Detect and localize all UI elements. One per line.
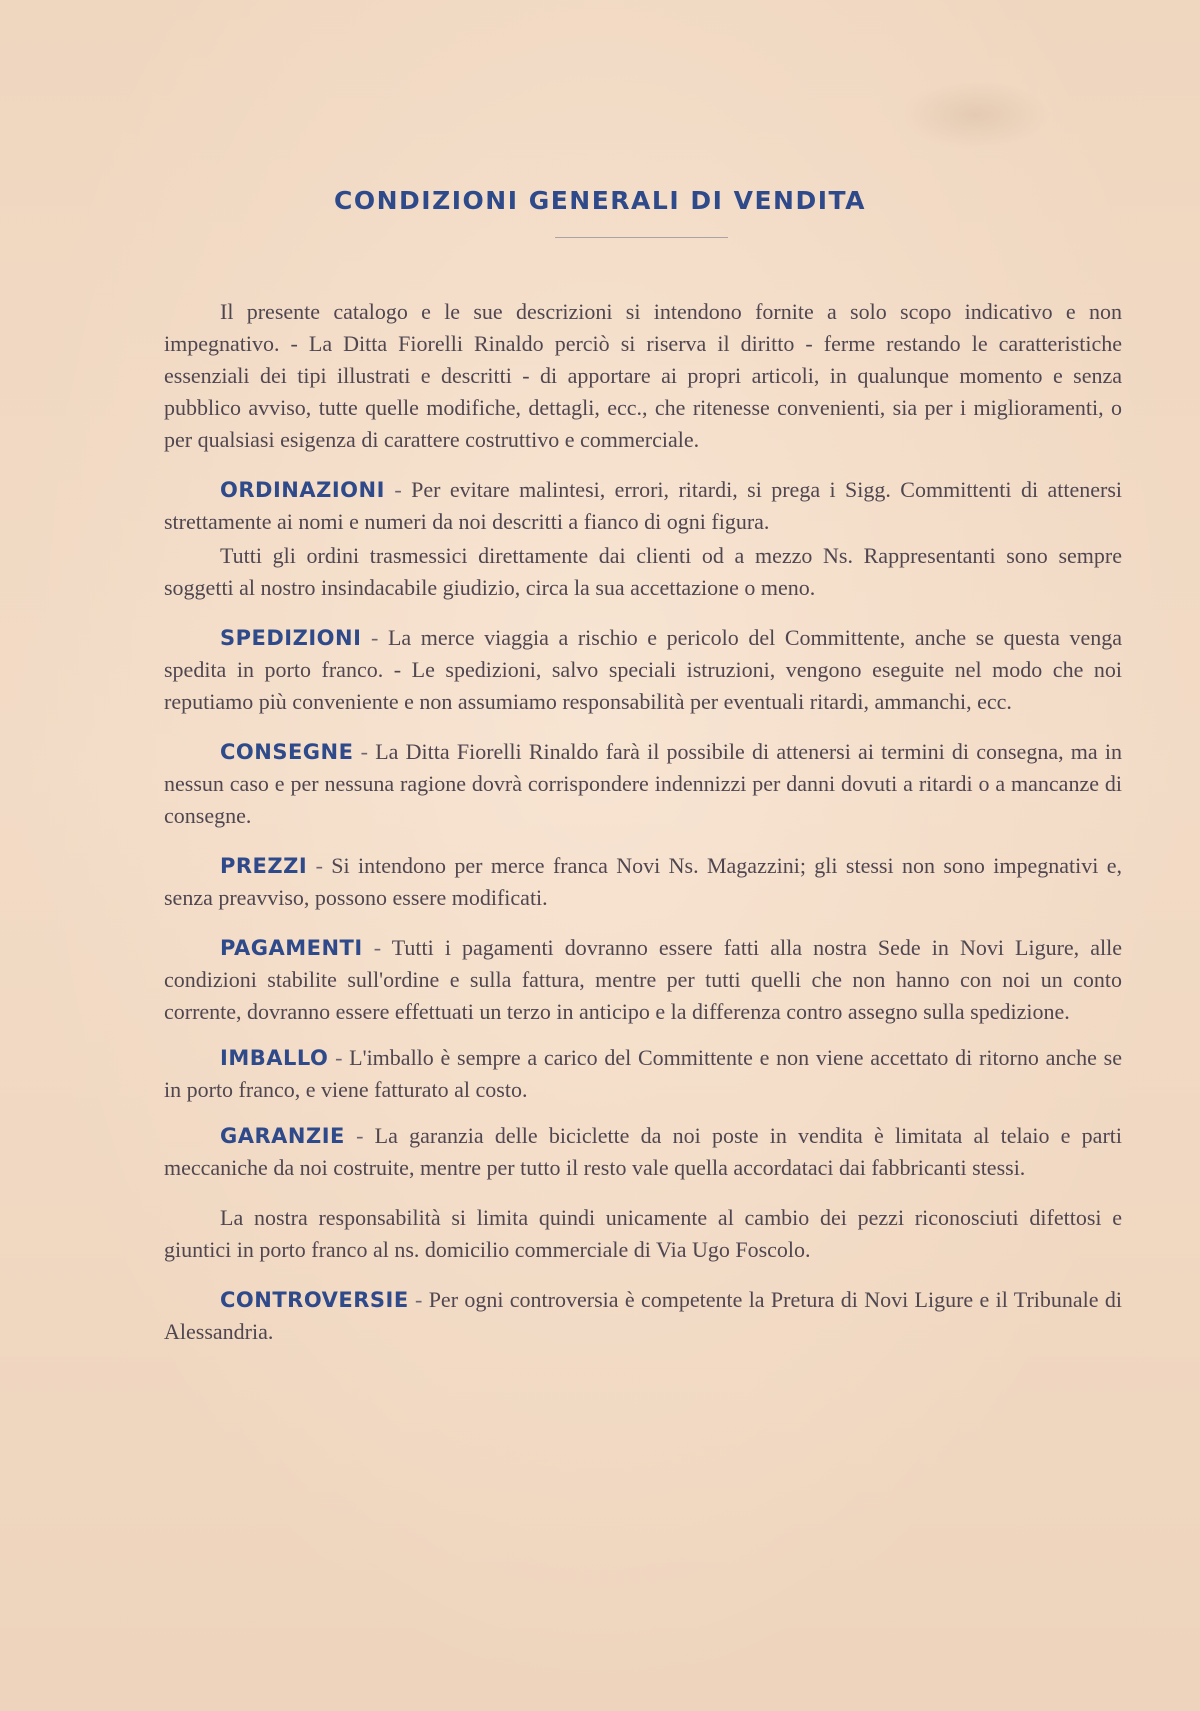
paragraph-responsabilita xyxy=(164,1202,1122,1266)
paragraph-imballo xyxy=(164,1042,1122,1106)
paragraph-text: Tutti i pagamenti dovranno essere fatti alla nostra Sede in Novi Ligure, alle condizioni stabilite sull'ordine e sulla fattura, mentre per tutti quelli che non hanno con noi un conto corrente, dovranno essere effettuati un terzo in anticipo e la differenza contro assegno sulla spedizione. xyxy=(164,935,1122,1024)
paragraph-prezzi xyxy=(164,850,1122,914)
heading-separator: - xyxy=(384,477,412,502)
heading-separator: - xyxy=(328,1045,350,1070)
section-heading-pagamenti: PAGAMENTI xyxy=(220,936,363,960)
heading-separator: - xyxy=(344,1123,375,1148)
section-heading-controversie: CONTROVERSIE xyxy=(220,1288,409,1312)
paragraph-controversie xyxy=(164,1284,1122,1348)
paragraph-text: Per ogni controversia è competente la Pretura di Novi Ligure e il Tribunale di Alessandria. xyxy=(164,1287,1122,1344)
heading-separator: - xyxy=(307,853,332,878)
section-heading-imballo: IMBALLO xyxy=(220,1046,329,1070)
paragraph-text: Per evitare malintesi, errori, ritardi, si prega i Sigg. Committenti di attenersi strettamente ai nomi e numeri da noi descritti a fianco di ogni figura. xyxy=(164,477,1123,534)
paragraph-text: La merce viaggia a rischio e pericolo del Committente, anche se questa venga spedita in porto franco. - Le spedizioni, salvo speciali istruzioni, vengono eseguite nel modo che noi reputiamo più conveniente e non assumiamo responsabilità per eventuali ritardi, ammanchi, ecc. xyxy=(164,625,1122,714)
heading-separator: - xyxy=(353,739,376,764)
paragraph-text: Il presente catalogo e le sue descrizioni si intendono fornite a solo scopo indicativo e non impegnativo. - La Ditta Fiorelli Rinaldo perciò si riserva il diritto - ferme restando le caratteristiche essenziali dei tipi illustrati e descritti - di apportare ai propri articoli, in qualunque momento e senza pubblico avviso, tutte quelle modifiche, dettagli, ecc., che ritenesse convenienti, sia per i miglioramenti, o per qualsiasi esigenza di carattere costruttivo e commerciale. xyxy=(164,299,1122,452)
section-heading-consegne: CONSEGNE xyxy=(220,740,354,764)
document-body xyxy=(164,296,1122,1348)
paragraph-ordinazioni xyxy=(164,474,1122,538)
paragraph-ordini xyxy=(164,540,1122,604)
paragraph-text: La garanzia delle biciclette da noi poste in vendita è limitata al telaio e parti meccaniche da noi costruite, mentre per tutto il resto vale quella accordataci dai fabbricanti stessi. xyxy=(164,1123,1122,1180)
paragraph-text: Si intendono per merce franca Novi Ns. Magazzini; gli stessi non sono impegnativi e, senza preavviso, possono essere modificati. xyxy=(164,853,1123,910)
document-title: CONDIZIONI GENERALI DI VENDITA xyxy=(334,186,866,215)
paragraph-garanzie xyxy=(164,1120,1122,1184)
paragraph-text: Tutti gli ordini trasmessici direttamente dai clienti od a mezzo Ns. Rappresentanti sono sempre soggetti al nostro insindacabile giudizio, circa la sua accettazione o meno. xyxy=(164,543,1122,600)
section-heading-ordinazioni: ORDINAZIONI xyxy=(220,478,385,502)
paragraph-spedizioni xyxy=(164,622,1122,718)
heading-separator: - xyxy=(408,1287,429,1312)
paragraph-intro xyxy=(164,296,1122,456)
paragraph-text: La nostra responsabilità si limita quindi unicamente al cambio dei pezzi riconosciuti difettosi e giuntici in porto franco al ns. domicilio commerciale di Via Ugo Foscolo. xyxy=(164,1205,1122,1262)
paragraph-consegne xyxy=(164,736,1122,832)
paragraph-text: La Ditta Fiorelli Rinaldo farà il possibile di attenersi ai termini di consegna, ma in nessun caso e per nessuna ragione dovrà corrispondere indennizzi per danni dovuti a ritardi o a mancanze di consegne. xyxy=(164,739,1122,828)
heading-separator: - xyxy=(362,935,392,960)
paragraph-pagamenti xyxy=(164,932,1122,1028)
section-heading-garanzie: GARANZIE xyxy=(220,1124,345,1148)
title-divider xyxy=(555,237,728,238)
paper-stain xyxy=(900,80,1050,150)
section-heading-prezzi: PREZZI xyxy=(220,854,308,878)
section-heading-spedizioni: SPEDIZIONI xyxy=(220,626,362,650)
paragraph-text: L'imballo è sempre a carico del Committente e non viene accettato di ritorno anche se in porto franco, e viene fatturato al costo. xyxy=(164,1045,1122,1102)
heading-separator: - xyxy=(361,625,388,650)
